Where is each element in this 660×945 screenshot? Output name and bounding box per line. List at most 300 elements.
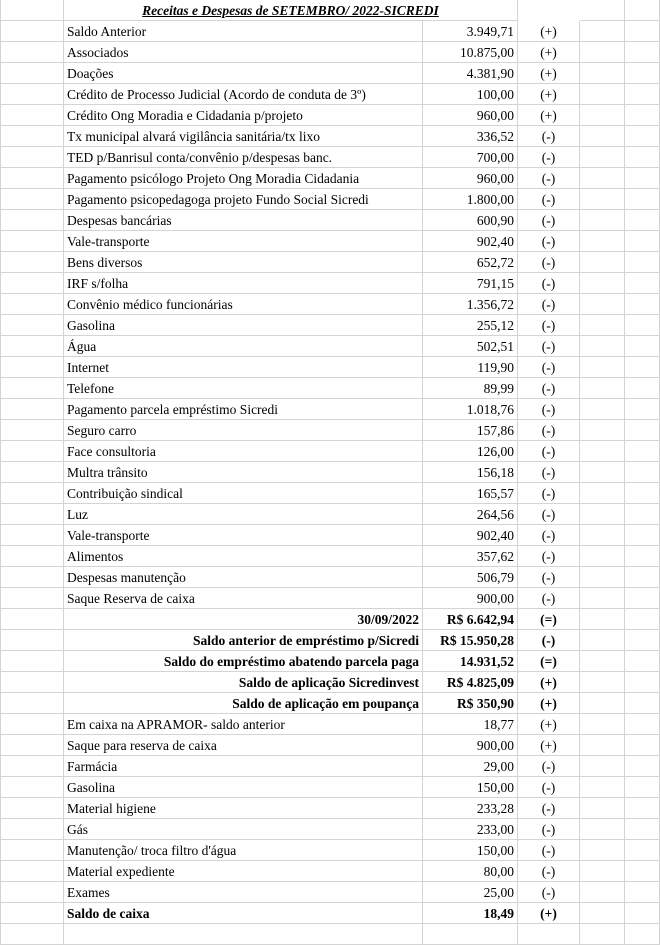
table-row [0,147,660,168]
empty-cell[interactable] [580,693,625,714]
empty-cell[interactable] [625,588,660,609]
row-label[interactable]: Saldo de caixa [64,903,423,924]
empty-cell[interactable] [0,252,64,273]
empty-cell[interactable] [0,441,64,462]
row-sign[interactable]: (=) [518,609,580,630]
row-value[interactable]: 506,79 [423,567,518,588]
empty-cell[interactable] [0,42,64,63]
row-label[interactable]: Saldo do empréstimo abatendo parcela paga [64,651,423,672]
row-label[interactable]: Saldo de aplicação em poupança [64,693,423,714]
empty-cell[interactable] [580,126,625,147]
empty-cell[interactable] [580,903,625,924]
empty-cell[interactable] [625,735,660,756]
table-row [0,735,660,756]
empty-cell[interactable] [580,861,625,882]
empty-cell[interactable] [625,651,660,672]
row-value[interactable]: 652,72 [423,252,518,273]
row-label[interactable]: Saque para reserva de caixa [64,735,423,756]
table-row [0,294,660,315]
empty-cell[interactable] [625,882,660,903]
empty-cell[interactable] [625,420,660,441]
empty-cell[interactable] [625,714,660,735]
row-value[interactable]: 18,49 [423,903,518,924]
row-value[interactable]: 336,52 [423,126,518,147]
empty-cell[interactable] [0,357,64,378]
row-sign[interactable]: (+) [518,63,580,84]
empty-cell[interactable] [580,504,625,525]
row-label[interactable]: Despesas manutenção [64,567,423,588]
empty-cell[interactable] [580,798,625,819]
empty-cell[interactable] [580,420,625,441]
table-row [0,714,660,735]
row-label[interactable]: Em caixa na APRAMOR- saldo anterior [64,714,423,735]
empty-cell[interactable] [0,210,64,231]
row-value[interactable]: 960,00 [423,105,518,126]
row-label[interactable]: Multra trânsito [64,462,423,483]
empty-cell[interactable] [580,441,625,462]
empty-cell[interactable] [580,525,625,546]
row-sign[interactable]: (-) [518,294,580,315]
empty-cell[interactable] [580,840,625,861]
row-sign[interactable]: (+) [518,672,580,693]
empty-cell[interactable] [625,168,660,189]
row-sign[interactable]: (-) [518,567,580,588]
empty-cell[interactable] [580,315,625,336]
row-value[interactable]: 80,00 [423,861,518,882]
row-label[interactable]: Pagamento psicólogo Projeto Ong Moradia Cidadania [64,168,423,189]
row-sign[interactable]: (-) [518,756,580,777]
row-sign[interactable]: (-) [518,210,580,231]
row-value[interactable]: 157,86 [423,420,518,441]
empty-cell[interactable] [580,336,625,357]
empty-cell[interactable] [580,42,625,63]
row-sign[interactable]: (-) [518,819,580,840]
row-sign[interactable]: (+) [518,735,580,756]
empty-cell[interactable] [0,63,64,84]
empty-cell[interactable] [625,525,660,546]
empty-cell[interactable] [625,399,660,420]
empty-cell[interactable] [0,714,64,735]
row-label[interactable]: Pagamento psicopedagoga projeto Fundo Social Sicredi [64,189,423,210]
table-row [0,378,660,399]
table-row [0,819,660,840]
row-sign[interactable]: (-) [518,378,580,399]
empty-cell[interactable] [580,735,625,756]
empty-cell[interactable] [0,315,64,336]
empty-cell[interactable] [0,420,64,441]
row-sign[interactable]: (+) [518,693,580,714]
empty-cell[interactable] [625,483,660,504]
empty-cell[interactable] [580,588,625,609]
empty-cell[interactable] [580,483,625,504]
table-row [0,588,660,609]
empty-cell[interactable] [580,63,625,84]
empty-cell[interactable] [0,399,64,420]
row-label[interactable]: Gás [64,819,423,840]
row-sign[interactable]: (-) [518,273,580,294]
table-row [0,168,660,189]
row-value[interactable]: 233,00 [423,819,518,840]
title-row [0,0,660,21]
table-row [0,21,660,42]
empty-cell[interactable] [0,231,64,252]
empty-cell[interactable] [625,84,660,105]
empty-cell[interactable] [625,840,660,861]
empty-cell[interactable] [0,630,64,651]
empty-cell[interactable] [0,672,64,693]
row-value[interactable]: 902,40 [423,525,518,546]
row-sign[interactable]: (-) [518,189,580,210]
row-label[interactable]: Material expediente [64,861,423,882]
row-sign[interactable]: (+) [518,42,580,63]
table-row [0,42,660,63]
empty-cell[interactable] [0,756,64,777]
empty-cell[interactable] [625,0,660,21]
empty-cell[interactable] [0,525,64,546]
row-sign[interactable]: (-) [518,441,580,462]
empty-cell[interactable] [625,798,660,819]
row-value[interactable]: 502,51 [423,336,518,357]
empty-cell[interactable] [0,819,64,840]
row-label[interactable]: Água [64,336,423,357]
empty-cell[interactable] [625,126,660,147]
empty-cell[interactable] [0,546,64,567]
row-sign[interactable]: (-) [518,546,580,567]
empty-cell[interactable] [580,189,625,210]
row-label[interactable]: Vale-transporte [64,231,423,252]
row-label[interactable]: Despesas bancárias [64,210,423,231]
row-value[interactable]: 25,00 [423,882,518,903]
row-label[interactable]: Internet [64,357,423,378]
table-row [0,483,660,504]
empty-cell[interactable] [625,147,660,168]
table-row [0,777,660,798]
row-value[interactable]: R$ 6.642,94 [423,609,518,630]
table-row [0,840,660,861]
row-value[interactable]: 900,00 [423,588,518,609]
table-row [0,315,660,336]
table-row [0,84,660,105]
row-value[interactable]: 10.875,00 [423,42,518,63]
row-value[interactable]: 1.018,76 [423,399,518,420]
empty-cell[interactable] [625,231,660,252]
table-row [0,399,660,420]
row-label[interactable]: Doações [64,63,423,84]
empty-cell[interactable] [625,189,660,210]
empty-cell[interactable] [0,504,64,525]
sheet-title[interactable]: Receitas e Despesas de SETEMBRO/ 2022-SICREDI [64,0,518,21]
empty-cell[interactable] [580,378,625,399]
row-value[interactable]: 902,40 [423,231,518,252]
row-sign[interactable]: (+) [518,903,580,924]
row-sign[interactable]: (-) [518,126,580,147]
row-sign[interactable]: (-) [518,462,580,483]
row-sign[interactable]: (-) [518,777,580,798]
row-sign[interactable]: (-) [518,315,580,336]
row-value[interactable]: 4.381,90 [423,63,518,84]
row-sign[interactable]: (-) [518,861,580,882]
row-sign[interactable]: (-) [518,588,580,609]
table-row [0,504,660,525]
row-value[interactable]: R$ 4.825,09 [423,672,518,693]
table-row [0,462,660,483]
row-label[interactable]: Vale-transporte [64,525,423,546]
table-row [0,273,660,294]
row-value[interactable]: 233,28 [423,798,518,819]
row-label[interactable]: Associados [64,42,423,63]
table-row [0,252,660,273]
empty-cell[interactable] [0,0,64,21]
row-sign[interactable]: (-) [518,840,580,861]
table-row [0,525,660,546]
empty-cell[interactable] [625,504,660,525]
empty-cell[interactable] [0,105,64,126]
row-value[interactable]: 14.931,52 [423,651,518,672]
table-row [0,189,660,210]
row-sign[interactable]: (-) [518,525,580,546]
empty-cell[interactable] [580,882,625,903]
row-label[interactable]: IRF s/folha [64,273,423,294]
empty-cell[interactable] [625,672,660,693]
row-value[interactable]: 960,00 [423,168,518,189]
row-label[interactable]: Crédito Ong Moradia e Cidadania p/projeto [64,105,423,126]
empty-cell[interactable] [580,21,625,42]
empty-cell[interactable] [580,252,625,273]
empty-cell[interactable] [625,462,660,483]
row-label[interactable]: Tx municipal alvará vigilância sanitária/tx lixo [64,126,423,147]
row-sign[interactable]: (-) [518,336,580,357]
empty-cell[interactable] [580,609,625,630]
empty-cell[interactable] [625,609,660,630]
row-sign[interactable]: (-) [518,630,580,651]
empty-cell[interactable] [0,462,64,483]
row-label[interactable]: Luz [64,504,423,525]
row-value[interactable]: 89,99 [423,378,518,399]
row-sign[interactable]: (=) [518,651,580,672]
empty-cell[interactable] [0,189,64,210]
table-row [0,63,660,84]
empty-cell[interactable] [580,168,625,189]
empty-cell[interactable] [580,84,625,105]
empty-cell[interactable] [580,105,625,126]
row-label[interactable]: Saldo anterior de empréstimo p/Sicredi [64,630,423,651]
empty-cell[interactable] [580,672,625,693]
row-value[interactable]: 119,90 [423,357,518,378]
row-label[interactable]: Manutenção/ troca filtro d'água [64,840,423,861]
row-label[interactable]: Gasolina [64,315,423,336]
empty-cell[interactable] [580,0,625,21]
row-sign[interactable]: (-) [518,504,580,525]
empty-cell[interactable] [625,441,660,462]
empty-cell[interactable] [0,567,64,588]
row-label[interactable]: Saldo de aplicação Sicredinvest [64,672,423,693]
empty-cell[interactable] [625,630,660,651]
row-value[interactable]: 1.356,72 [423,294,518,315]
table-row [0,567,660,588]
empty-cell[interactable] [580,777,625,798]
empty-cell[interactable] [580,819,625,840]
row-sign[interactable]: (-) [518,798,580,819]
row-label[interactable]: Alimentos [64,546,423,567]
table-row [0,882,660,903]
row-sign[interactable]: (+) [518,84,580,105]
row-value[interactable]: 255,12 [423,315,518,336]
table-row [0,546,660,567]
empty-cell[interactable] [625,252,660,273]
empty-cell[interactable] [0,861,64,882]
row-value[interactable]: 29,00 [423,756,518,777]
row-label[interactable]: 30/09/2022 [64,609,423,630]
empty-cell[interactable] [0,168,64,189]
empty-cell[interactable] [0,84,64,105]
empty-cell[interactable] [625,693,660,714]
table-row [0,441,660,462]
table-row [0,357,660,378]
row-value[interactable]: 165,57 [423,483,518,504]
row-label[interactable]: Seguro carro [64,420,423,441]
row-value[interactable]: 357,62 [423,546,518,567]
row-sign[interactable]: (-) [518,357,580,378]
empty-cell[interactable] [0,147,64,168]
row-value[interactable]: 126,00 [423,441,518,462]
row-sign[interactable]: (+) [518,21,580,42]
empty-cell[interactable] [0,882,64,903]
row-sign[interactable]: (+) [518,105,580,126]
empty-cell[interactable] [0,777,64,798]
empty-cell[interactable] [580,756,625,777]
row-value[interactable]: 1.800,00 [423,189,518,210]
empty-cell[interactable] [0,294,64,315]
empty-cell[interactable] [625,777,660,798]
row-label[interactable]: Exames [64,882,423,903]
empty-cell[interactable] [0,693,64,714]
empty-cell[interactable] [580,399,625,420]
row-label[interactable]: Contribuição sindical [64,483,423,504]
empty-cell[interactable] [625,861,660,882]
row-label[interactable]: Crédito de Processo Judicial (Acordo de conduta de 3º) [64,84,423,105]
empty-cell[interactable] [580,357,625,378]
empty-cell[interactable] [625,210,660,231]
empty-cell[interactable] [0,588,64,609]
table-row [0,105,660,126]
row-value[interactable]: 18,77 [423,714,518,735]
row-value[interactable]: 3.949,71 [423,21,518,42]
empty-cell[interactable] [580,630,625,651]
empty-cell[interactable] [625,336,660,357]
empty-cell[interactable] [0,840,64,861]
empty-cell[interactable] [0,609,64,630]
empty-cell[interactable] [580,567,625,588]
empty-cell[interactable] [625,294,660,315]
row-label[interactable]: Bens diversos [64,252,423,273]
row-value[interactable]: R$ 350,90 [423,693,518,714]
row-value[interactable]: 791,15 [423,273,518,294]
row-sign[interactable]: (-) [518,231,580,252]
empty-cell[interactable] [625,567,660,588]
row-sign[interactable]: (-) [518,252,580,273]
empty-cell[interactable] [580,147,625,168]
row-label[interactable]: Telefone [64,378,423,399]
table-row [0,630,660,651]
empty-cell[interactable] [625,42,660,63]
row-sign[interactable]: (+) [518,714,580,735]
empty-cell[interactable] [0,21,64,42]
row-sign[interactable]: (-) [518,399,580,420]
empty-cell[interactable] [0,273,64,294]
empty-cell[interactable] [0,336,64,357]
empty-cell[interactable] [580,273,625,294]
empty-cell[interactable] [580,294,625,315]
empty-cell[interactable] [0,483,64,504]
empty-cell[interactable] [625,357,660,378]
empty-cell[interactable] [625,63,660,84]
row-label[interactable]: Gasolina [64,777,423,798]
row-value[interactable]: 150,00 [423,777,518,798]
row-sign[interactable]: (-) [518,168,580,189]
table-row [0,693,660,714]
row-label[interactable]: TED p/Banrisul conta/convênio p/despesas banc. [64,147,423,168]
empty-cell[interactable] [625,21,660,42]
empty-cell[interactable] [625,546,660,567]
empty-cell[interactable] [580,231,625,252]
empty-cell[interactable] [580,714,625,735]
empty-cell[interactable] [0,798,64,819]
empty-cell[interactable] [0,378,64,399]
table-row [0,861,660,882]
table-row [0,231,660,252]
row-value[interactable]: 264,56 [423,504,518,525]
empty-cell[interactable] [625,903,660,924]
empty-cell[interactable] [580,651,625,672]
empty-cell[interactable] [0,126,64,147]
table-row [0,609,660,630]
empty-cell[interactable] [580,546,625,567]
row-label[interactable]: Material higiene [64,798,423,819]
empty-cell[interactable] [625,378,660,399]
row-label[interactable]: Saldo Anterior [64,21,423,42]
row-label[interactable]: Convênio médico funcionárias [64,294,423,315]
empty-cell[interactable] [0,735,64,756]
empty-cell[interactable] [625,105,660,126]
row-label[interactable]: Pagamento parcela empréstimo Sicredi [64,399,423,420]
row-value[interactable]: 700,00 [423,147,518,168]
empty-cell[interactable] [0,903,64,924]
row-sign[interactable]: (-) [518,483,580,504]
row-value[interactable]: 100,00 [423,84,518,105]
row-value[interactable]: 150,00 [423,840,518,861]
table-row [0,336,660,357]
row-label[interactable]: Saque Reserva de caixa [64,588,423,609]
table-row [0,126,660,147]
table-row [0,651,660,672]
row-sign[interactable]: (-) [518,882,580,903]
row-label[interactable]: Face consultoria [64,441,423,462]
row-sign[interactable]: (-) [518,420,580,441]
row-sign[interactable]: (-) [518,147,580,168]
row-value[interactable]: 156,18 [423,462,518,483]
row-value[interactable]: 600,90 [423,210,518,231]
empty-cell[interactable] [625,819,660,840]
empty-cell[interactable] [580,462,625,483]
empty-cell[interactable] [0,651,64,672]
row-value[interactable]: R$ 15.950,28 [423,630,518,651]
empty-cell[interactable] [580,210,625,231]
empty-cell[interactable] [625,756,660,777]
empty-cell[interactable] [625,315,660,336]
empty-cell[interactable] [625,273,660,294]
row-label[interactable]: Farmácia [64,756,423,777]
row-value[interactable]: 900,00 [423,735,518,756]
